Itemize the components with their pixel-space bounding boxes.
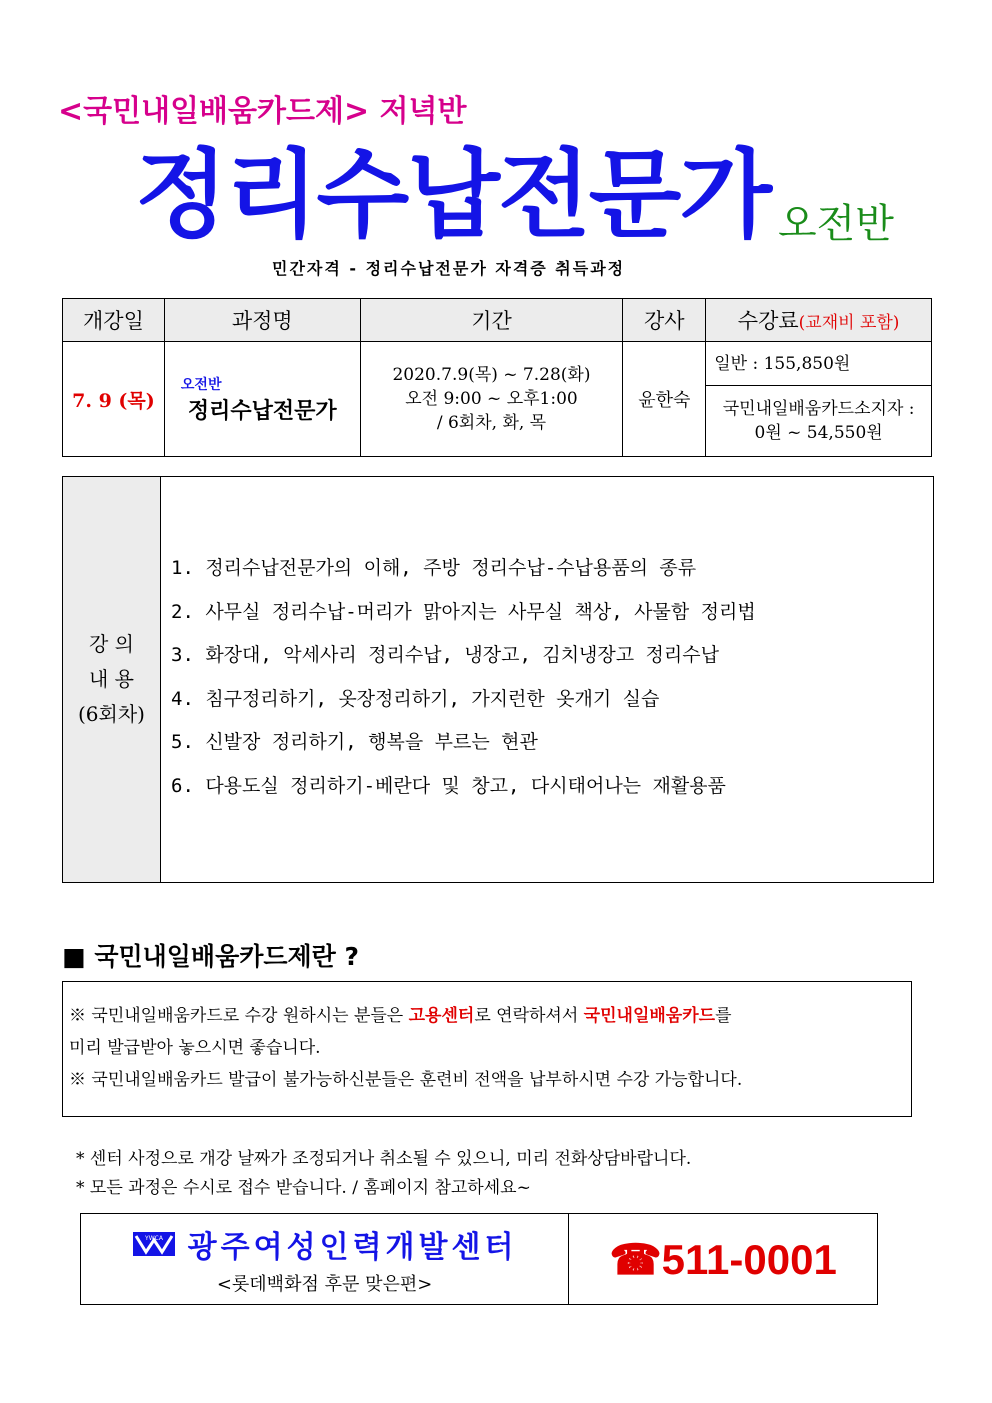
list-item: 5. 신발장 정리하기, 행복을 부르는 현관: [171, 731, 538, 753]
list-item: 2. 사무실 정리수납-머리가 맑아지는 사무실 책상, 사물함 정리법: [171, 600, 756, 623]
header-fee: [706, 299, 932, 342]
list-item: 4. 침구정리하기, 옷장정리하기, 가지런한 옷개기 실습: [171, 687, 660, 710]
highlight-card-name: 국민내일배움카드: [583, 1006, 716, 1026]
fee-card-label: 국민내일배움카드소지자 :: [722, 399, 915, 419]
lecture-label-line: 강 의: [89, 632, 134, 656]
center-info-table: [80, 1213, 878, 1305]
header-instructor: 강사: [623, 299, 706, 342]
card-section-heading: ■ 국민내일배움카드제란 ?: [62, 942, 360, 971]
header-fee-label: 수강료: [737, 309, 799, 333]
instructor-cell: 윤한숙: [623, 342, 706, 457]
period-time: 오전 9:00 ~ 오후1:00: [405, 389, 578, 409]
table-row: [63, 342, 932, 386]
center-cell: [81, 1214, 569, 1305]
period-dates: 2020.7.9(목) ~ 7.28(화): [392, 365, 591, 385]
subtitle: 민간자격 - 정리수납전문가 자격증 취득과정: [272, 259, 626, 278]
period-cell: [360, 342, 623, 457]
period-sessions: / 6회차, 화, 목: [436, 413, 547, 433]
header-open-date: 개강일: [63, 299, 165, 342]
list-item: 3. 화장대, 악세사리 정리수납, 냉장고, 김치냉장고 정리수납: [171, 644, 719, 666]
ywca-logo-icon: [132, 1230, 176, 1258]
top-label: <국민내일배움카드제> 저녁반: [58, 94, 467, 129]
lecture-label-line: (6회차): [78, 702, 145, 726]
page-title: 정리수납전문가: [135, 139, 771, 251]
card-info-box: [62, 981, 912, 1117]
header-period: 기간: [360, 299, 623, 342]
lecture-label-line: 내 용: [89, 667, 134, 691]
session-tag: 오전반: [778, 201, 894, 247]
card-text: 로 연락하셔서: [474, 1006, 584, 1026]
phone-number: ☎511-0001: [609, 1235, 837, 1283]
list-item: 1. 정리수납전문가의 이해, 주방 정리수납-수납용품의 종류: [171, 557, 697, 579]
fee-general-cell: 일반 : 155,850원: [706, 342, 932, 386]
card-info-paragraph: [69, 1000, 903, 1032]
notes: [76, 1145, 691, 1203]
course-name: 정리수납전문가: [187, 398, 337, 424]
phone-cell: [569, 1214, 878, 1305]
fee-card-amount: 0원 ~ 54,550원: [754, 423, 883, 443]
open-date-cell: 7. 9 (목): [63, 342, 165, 457]
header-course-name: 과정명: [164, 299, 360, 342]
ywca-logo-text: YWCA: [144, 1235, 163, 1242]
lecture-label: [63, 477, 161, 882]
fee-card-cell: [706, 386, 932, 457]
center-logo-row: [81, 1222, 568, 1266]
lecture-list: [161, 477, 933, 882]
center-name: 광주여성인력개발센터: [187, 1230, 518, 1265]
lecture-content-box: [62, 476, 934, 883]
card-info-line: 미리 발급받아 놓으시면 좋습니다.: [69, 1038, 321, 1058]
table-header-row: [63, 299, 932, 342]
note-item: * 모든 과정은 수시로 접수 받습니다. / 홈페이지 참고하세요~: [76, 1178, 531, 1198]
card-text: 를: [715, 1006, 732, 1026]
card-info-line: ※ 국민내일배움카드 발급이 불가능하신분들은 훈련비 전액을 납부하시면 수강 가능합니다.: [69, 1070, 743, 1090]
course-tag: 오전반: [180, 376, 222, 393]
highlight-employment-center: 고용센터: [408, 1006, 475, 1026]
note-item: * 센터 사정으로 개강 날짜가 조정되거나 취소될 수 있으니, 미리 전화상담바랍니다.: [76, 1149, 692, 1169]
course-info-table: [62, 298, 932, 457]
list-item: 6. 다용도실 정리하기-베란다 및 창고, 다시태어나는 재활용품: [171, 774, 726, 797]
course-name-cell: [164, 342, 360, 457]
card-text: ※ 국민내일배움카드로 수강 원하시는 분들은: [69, 1006, 409, 1026]
header-fee-note: (교재비 포함): [798, 313, 900, 333]
center-address: <롯데백화점 후문 맞은편>: [216, 1274, 433, 1295]
